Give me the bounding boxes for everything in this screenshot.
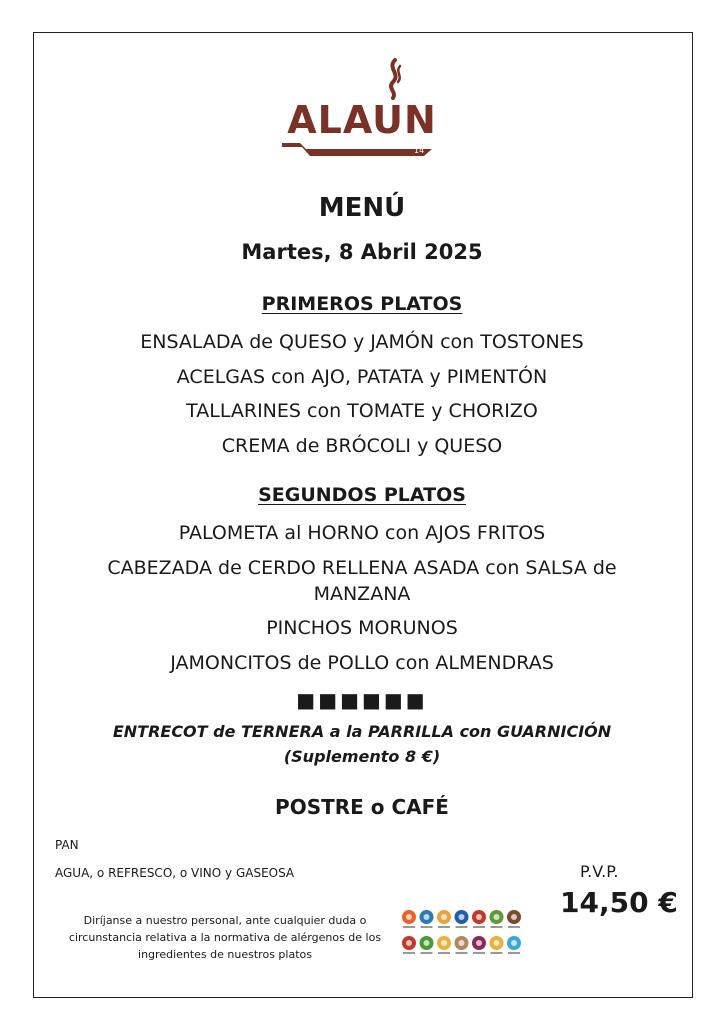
separator-dots: ■■■■■■ <box>296 688 428 712</box>
milk-icon-glyph <box>511 914 517 920</box>
sulphites-icon-caption <box>473 952 485 954</box>
molluscs-icon-glyph <box>511 940 517 946</box>
fish-icon-caption <box>456 926 468 928</box>
milk-icon-caption <box>508 926 520 928</box>
mustard-icon-glyph <box>441 940 447 946</box>
first-course-item: ENSALADA de QUESO y JAMÓN con TOSTONES <box>140 331 584 353</box>
crustaceans-icon-glyph <box>424 914 430 920</box>
special-dish: ENTRECOT de TERNERA a la PARRILLA con GUARNICIÓN <box>112 722 612 741</box>
mustard-icon-caption <box>438 952 450 954</box>
second-courses-heading: SEGUNDOS PLATOS <box>258 484 466 506</box>
soy-icon-glyph <box>494 914 500 920</box>
celery-icon-glyph <box>424 940 430 946</box>
menu-frame <box>33 32 693 998</box>
special-supplement: (Suplemento 8 €) <box>283 747 441 766</box>
sesame-icon-glyph <box>459 940 465 946</box>
allergen-note: Diríjanse a nuestro personal, ante cualquier duda o circunstancia relativa a la normativa de alérgenos de los ingredientes de nuestros platos <box>68 914 382 961</box>
celery-icon-caption <box>421 952 433 954</box>
lupin-icon-caption <box>491 952 503 954</box>
first-courses-heading: PRIMEROS PLATOS <box>261 293 463 315</box>
gluten-icon-glyph <box>406 914 412 920</box>
second-course-item: JAMONCITOS de POLLO con ALMENDRAS <box>170 652 554 674</box>
molluscs-icon-caption <box>508 952 520 954</box>
logo-number: 14 <box>414 146 425 155</box>
sulphites-icon-glyph <box>476 940 482 946</box>
gluten-icon-caption <box>403 926 415 928</box>
price: 14,50 € <box>560 886 678 919</box>
peanuts-icon-caption <box>473 926 485 928</box>
sesame-icon-caption <box>456 952 468 954</box>
logo-name: ALAUN <box>287 98 437 142</box>
include-drinks: AGUA, o REFRESCO, o VINO y GASEOSA <box>55 866 295 880</box>
eggs-icon-caption <box>438 926 450 928</box>
nuts-icon-glyph <box>406 940 412 946</box>
allergen-icons <box>401 908 525 960</box>
first-course-item: TALLARINES con TOMATE y CHORIZO <box>186 400 538 422</box>
dessert-line: POSTRE o CAFÉ <box>275 795 449 819</box>
include-bread: PAN <box>55 838 79 852</box>
first-course-item: CREMA de BRÓCOLI y QUESO <box>221 435 503 457</box>
steam-icon <box>383 58 405 100</box>
second-course-item: PALOMETA al HORNO con AJOS FRITOS <box>178 522 546 544</box>
first-course-item: ACELGAS con AJO, PATATA y PIMENTÓN <box>176 366 548 388</box>
fish-icon-glyph <box>459 914 465 920</box>
second-course-item: CABEZADA de CERDO RELLENA ASADA con SALSA de MANZANA <box>107 557 617 605</box>
eggs-icon-glyph <box>441 914 447 920</box>
second-course-item: PINCHOS MORUNOS <box>266 617 458 639</box>
lupin-icon-glyph <box>494 940 500 946</box>
menu-title: MENÚ <box>318 193 406 223</box>
crustaceans-icon-caption <box>421 926 433 928</box>
nuts-icon-caption <box>403 952 415 954</box>
price-label: P.V.P. <box>580 862 619 881</box>
menu-date: Martes, 8 Abril 2025 <box>241 240 483 264</box>
soy-icon-caption <box>491 926 503 928</box>
peanuts-icon-glyph <box>476 914 482 920</box>
